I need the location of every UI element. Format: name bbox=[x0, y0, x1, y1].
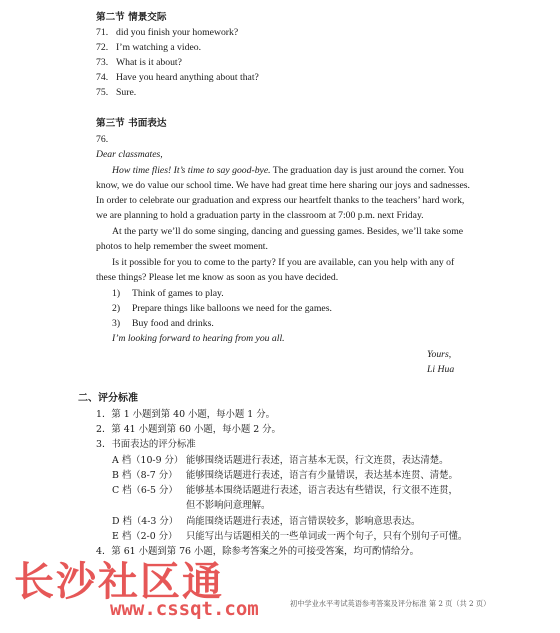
page-footer: 初中学业水平考试英语参考答案及评分标准 第 2 页（共 2 页） bbox=[290, 599, 491, 608]
section-3-heading: 第三节 书面表达 bbox=[96, 118, 167, 129]
scoring-item-2: 2．第 41 小题到第 60 小题，每小题 2 分。 bbox=[96, 424, 281, 435]
grade-row-c: C 档（6-5 分） 能够基本围绕话题进行表述，语言表达有些错误，行文很不连贯， bbox=[112, 485, 458, 496]
answer-72: 72. I’m watching a video. bbox=[96, 42, 202, 53]
grade-row-e: E 档（2-0 分） 只能写出与话题相关的一些单词或一两个句子，只有个别句子可懂。 bbox=[112, 531, 468, 542]
salutation: Dear classmates, bbox=[96, 149, 163, 160]
scoring-item-3: 3．书面表达的评分标准 bbox=[96, 439, 196, 450]
answer-73: 73. What is it about? bbox=[96, 57, 182, 68]
letter-paragraph-1-line-4: we are planning to hold a graduation party in the classroom at 7:00 p.m. next Friday. bbox=[96, 210, 424, 221]
letter-paragraph-1-line-2: know, we do value our school time. We have had great time here sharing our joys and sadnesses. bbox=[96, 180, 470, 191]
scoring-item-1: 1．第 1 小题到第 40 小题，每小题 1 分。 bbox=[96, 409, 275, 420]
watermark-url: www.cssqt.com bbox=[110, 598, 259, 620]
list-item: 3) Buy food and drinks. bbox=[112, 318, 214, 329]
answer-75: 75. Sure. bbox=[96, 87, 137, 98]
scoring-item-4: 4．第 61 小题到第 76 小题，除参考答案之外的可接受答案，均可酌情给分。 bbox=[96, 546, 419, 557]
grade-row-d: D 档（4-3 分） 尚能围绕话题进行表述，语言错误较多，影响意思表达。 bbox=[112, 516, 421, 527]
letter-paragraph-1-line-3: In order to celebrate our graduation and express our heartfelt thanks to the teachers’ hard work, bbox=[96, 195, 465, 206]
letter-paragraph-3-line-1: Is it possible for you to come to the party? If you are available, can you help with any of bbox=[112, 257, 455, 268]
answer-74: 74. Have you heard anything about that? bbox=[96, 72, 259, 83]
answer-71: 71. did you finish your homework? bbox=[96, 27, 239, 38]
grade-row-c-continued: 但不影响问意理解。 bbox=[186, 500, 271, 511]
letter-paragraph-2-line-1: At the party we’ll do some singing, dancing and guessing games. Besides, we’ll take some bbox=[112, 226, 464, 237]
list-item: 1) Think of games to play. bbox=[112, 288, 224, 299]
letter-paragraph-2-line-2: photos to help remember the sweet moment. bbox=[96, 241, 268, 252]
watermark-logo: 长沙社区通 bbox=[14, 559, 224, 605]
grade-row-b: B 档（8-7 分） 能够围绕话题进行表述，语言有少量错误，表达基本连贯、清楚。 bbox=[112, 470, 458, 481]
list-item: 2) Prepare things like balloons we need for the games. bbox=[112, 303, 332, 314]
letter-paragraph-3-line-2: these things? Please let me know as soon as you have decided. bbox=[96, 272, 339, 283]
grade-row-a: A 档（10-9 分） 能够围绕话题进行表述，语言基本无误，行文连贯，表达清楚。 bbox=[112, 455, 449, 466]
signature: Li Hua bbox=[427, 364, 455, 375]
letter-paragraph-1-line-1: How time flies! It’s time to say good-bye. The graduation day is just around the corner. You bbox=[112, 165, 464, 176]
sign-off: Yours, bbox=[427, 349, 452, 360]
section-2-heading: 第二节 情景交际 bbox=[96, 12, 167, 23]
letter-closing: I’m looking forward to hearing from you all. bbox=[112, 333, 285, 344]
question-number: 76. bbox=[96, 134, 109, 145]
scoring-heading: 二、评分标准 bbox=[78, 393, 138, 404]
